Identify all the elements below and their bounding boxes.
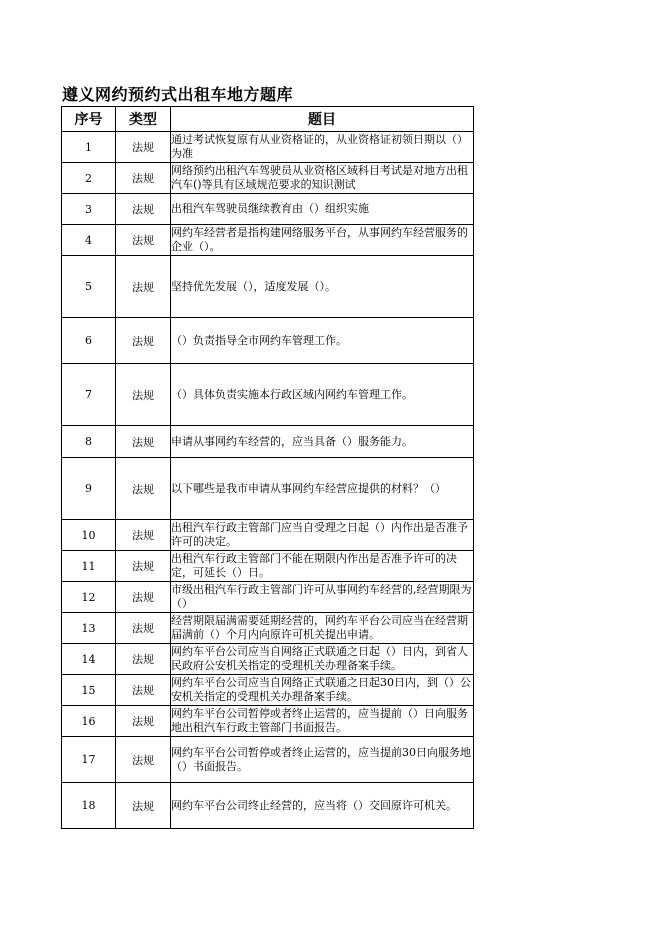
row-number: 4 bbox=[62, 225, 116, 256]
row-question: 出租汽车驾驶员继续教育由（）组织实施 bbox=[171, 194, 474, 225]
row-question: 出租汽车行政主管部门应当自受理之日起（）内作出是否准予许可的决定。 bbox=[171, 520, 474, 551]
row-type: 法规 bbox=[116, 426, 171, 458]
question-table bbox=[61, 106, 474, 829]
row-type: 法规 bbox=[116, 706, 171, 737]
row-number: 17 bbox=[62, 737, 116, 783]
table-row bbox=[62, 675, 474, 706]
table-row bbox=[62, 644, 474, 675]
row-number: 13 bbox=[62, 613, 116, 644]
row-type: 法规 bbox=[116, 644, 171, 675]
document-title: 遵义网约预约式出租车地方题库 bbox=[62, 85, 294, 104]
table-row bbox=[62, 194, 474, 225]
row-question: 网约车平台公司终止经营的，应当将（）交回原许可机关。 bbox=[171, 783, 474, 829]
table-row bbox=[62, 613, 474, 644]
row-number: 5 bbox=[62, 256, 116, 318]
row-number: 3 bbox=[62, 194, 116, 225]
row-question: 网约车平台公司应当自网络正式联通之日起（）日内，到省人民政府公安机关指定的受理机关办理备案手续。 bbox=[171, 644, 474, 675]
row-question: 市级出租汽车行政主管部门许可从事网约车经营的,经营期限为（） bbox=[171, 582, 474, 613]
row-question: （）具体负责实施本行政区域内网约车管理工作。 bbox=[171, 364, 474, 426]
row-number: 16 bbox=[62, 706, 116, 737]
row-type: 法规 bbox=[116, 783, 171, 829]
row-number: 8 bbox=[62, 426, 116, 458]
row-question: 申请从事网约车经营的，应当具备（）服务能力。 bbox=[171, 426, 474, 458]
row-number: 7 bbox=[62, 364, 116, 426]
row-type: 法规 bbox=[116, 737, 171, 783]
table-header-row bbox=[62, 107, 474, 132]
table-row bbox=[62, 582, 474, 613]
row-type: 法规 bbox=[116, 318, 171, 364]
row-type: 法规 bbox=[116, 163, 171, 194]
row-number: 12 bbox=[62, 582, 116, 613]
row-type: 法规 bbox=[116, 256, 171, 318]
table-row bbox=[62, 318, 474, 364]
table-row bbox=[62, 551, 474, 582]
header-question: 题目 bbox=[171, 107, 474, 132]
row-type: 法规 bbox=[116, 582, 171, 613]
row-type: 法规 bbox=[116, 613, 171, 644]
row-question: 出租汽车行政主管部门不能在期限内作出是否准予许可的决定，可延长（）日。 bbox=[171, 551, 474, 582]
row-question: （）负责指导全市网约车管理工作。 bbox=[171, 318, 474, 364]
table-row bbox=[62, 737, 474, 783]
header-number: 序号 bbox=[62, 107, 116, 132]
table-row bbox=[62, 256, 474, 318]
row-question: 网约车平台公司应当自网络正式联通之日起30日内，到（）公安机关指定的受理机关办理备案手续。 bbox=[171, 675, 474, 706]
row-question: 网约车经营者是指构建网络服务平台，从事网约车经营服务的企业（）。 bbox=[171, 225, 474, 256]
row-question: 网络预约出租汽车驾驶员从业资格区域科目考试是对地方出租汽车()等具有区域规范要求的知识测试 bbox=[171, 163, 474, 194]
table-row bbox=[62, 520, 474, 551]
table-row bbox=[62, 783, 474, 829]
table-row bbox=[62, 225, 474, 256]
row-question: 经营期限届满需要延期经营的，网约车平台公司应当在经营期届满前（）个月内向原许可机关提出申请。 bbox=[171, 613, 474, 644]
table-row bbox=[62, 706, 474, 737]
row-number: 6 bbox=[62, 318, 116, 364]
row-type: 法规 bbox=[116, 520, 171, 551]
row-number: 9 bbox=[62, 458, 116, 520]
table-row bbox=[62, 458, 474, 520]
row-type: 法规 bbox=[116, 675, 171, 706]
table-row bbox=[62, 163, 474, 194]
row-type: 法规 bbox=[116, 551, 171, 582]
row-type: 法规 bbox=[116, 132, 171, 163]
row-number: 2 bbox=[62, 163, 116, 194]
row-type: 法规 bbox=[116, 194, 171, 225]
row-type: 法规 bbox=[116, 225, 171, 256]
row-number: 11 bbox=[62, 551, 116, 582]
row-type: 法规 bbox=[116, 364, 171, 426]
row-number: 1 bbox=[62, 132, 116, 163]
row-question: 网约车平台公司暂停或者终止运营的，应当提前30日向服务地（）书面报告。 bbox=[171, 737, 474, 783]
row-number: 10 bbox=[62, 520, 116, 551]
row-question: 以下哪些是我市申请从事网约车经营应提供的材料？（） bbox=[171, 458, 474, 520]
row-number: 15 bbox=[62, 675, 116, 706]
table-row bbox=[62, 364, 474, 426]
row-number: 14 bbox=[62, 644, 116, 675]
header-type: 类型 bbox=[116, 107, 171, 132]
table-row bbox=[62, 426, 474, 458]
row-question: 通过考试恢复原有从业资格证的，从业资格证初领日期以（）为准 bbox=[171, 132, 474, 163]
row-type: 法规 bbox=[116, 458, 171, 520]
row-question: 网约车平台公司暂停或者终止运营的，应当提前（）日向服务地出租汽车行政主管部门书面报告。 bbox=[171, 706, 474, 737]
row-question: 坚持优先发展（），适度发展（）。 bbox=[171, 256, 474, 318]
row-number: 18 bbox=[62, 783, 116, 829]
table-row bbox=[62, 132, 474, 163]
